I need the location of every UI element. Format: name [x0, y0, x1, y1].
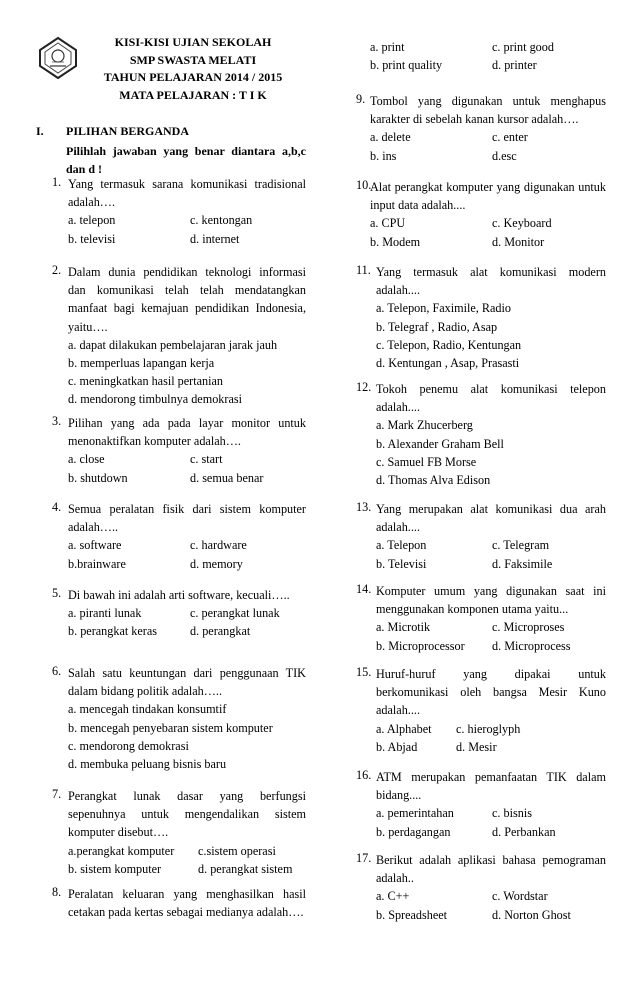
option-choice[interactable]: d. memory: [190, 556, 243, 571]
option-choice[interactable]: d. semua benar: [190, 470, 264, 485]
question-text: Dalam dunia pendidikan teknologi informasi dan komunikasi telah telah mendatangkan manfaat bagi kemajuan pendidikan Indonesia, yaitu….: [68, 265, 306, 334]
section-instruction: Pilihlah jawaban yang benar diantara a,b,c dan d !: [66, 144, 306, 176]
question-number: 6.: [52, 664, 62, 678]
question-number: 16.: [356, 768, 372, 782]
option-choice[interactable]: a. Telepon: [376, 538, 427, 553]
option-choice[interactable]: d.esc: [492, 148, 517, 163]
question-number: 11.: [356, 263, 371, 277]
question-number: 5.: [52, 586, 62, 600]
option-row: [68, 536, 306, 554]
option-choice[interactable]: c. Microproses: [492, 620, 565, 635]
option-choice[interactable]: b.brainware: [68, 556, 126, 571]
question-text: Komputer umum yang digunakan saat ini menggunakan komponen utama yaitu...: [376, 584, 606, 617]
option-choice[interactable]: d. mendorong timbulnya demokrasi: [68, 392, 242, 407]
option-choice[interactable]: c. bisnis: [492, 806, 532, 821]
question-text: Perangkat lunak dasar yang berfungsi sepenuhnya untuk mengendalikan sistem komputer disebut….: [68, 789, 306, 840]
option-choice[interactable]: b. televisi: [68, 231, 116, 246]
option-choice[interactable]: c. Keyboard: [492, 216, 552, 231]
question-text: Tokoh penemu alat komunikasi telepon adalah....: [376, 382, 606, 415]
question-number: 3.: [52, 414, 62, 428]
school-logo-icon: [36, 36, 80, 80]
option-choice[interactable]: d. Thomas Alva Edison: [376, 472, 491, 487]
option-row: [376, 804, 606, 822]
question-text: ATM merupakan pemanfaatan TIK dalam bidang....: [376, 770, 606, 803]
option-choice[interactable]: b. Abjad: [376, 739, 418, 754]
option-choice[interactable]: a. close: [68, 452, 105, 467]
option-row: [376, 906, 606, 924]
option-row: [68, 622, 306, 640]
option-choice[interactable]: c. enter: [492, 130, 528, 145]
question-text: Huruf-huruf yang dipakai untuk berkomunikasi oleh bangsa Mesir Kuno adalah....: [376, 667, 606, 718]
option-row: [370, 147, 606, 165]
question-number: 12.: [356, 380, 372, 394]
option-choice[interactable]: a. mencegah tindakan konsumtif: [68, 702, 227, 717]
option-choice[interactable]: c. start: [190, 452, 223, 467]
question-number: 9.: [356, 92, 366, 106]
header-title-block: [80, 34, 306, 104]
option-choice[interactable]: d. perangkat sistem: [198, 861, 293, 876]
header-line-year: TAHUN PELAJARAN 2014 / 2015: [103, 70, 283, 85]
option-choice[interactable]: a.perangkat komputer: [68, 843, 175, 858]
option-choice[interactable]: d. Perbankan: [492, 824, 556, 839]
option-choice[interactable]: c. Wordstar: [492, 889, 548, 904]
question-number: 2.: [52, 263, 62, 277]
option-choice[interactable]: b. Modem: [370, 234, 421, 249]
question-8-options: [370, 38, 606, 74]
section-heading: [36, 124, 189, 139]
question-number: 14.: [356, 582, 372, 596]
option-choice[interactable]: a. CPU: [370, 216, 406, 231]
option-row: [370, 128, 606, 146]
question-number: 17.: [356, 851, 372, 865]
section-title: PILIHAN BERGANDA: [66, 124, 190, 138]
question-number: 7.: [52, 787, 62, 801]
option-choice[interactable]: c. Telegram: [492, 538, 550, 553]
option-row: [68, 230, 306, 248]
option-choice[interactable]: b. print quality: [370, 58, 443, 73]
option-choice[interactable]: b. Microprocessor: [376, 638, 465, 653]
question-number: 1.: [52, 175, 62, 189]
option-choice[interactable]: a. Alphabet: [376, 721, 432, 736]
option-row: [376, 618, 606, 636]
option-choice[interactable]: b. Televisi: [376, 556, 427, 571]
option-row: [376, 720, 606, 738]
option-choice[interactable]: a. Telepon, Faximile, Radio: [376, 301, 511, 316]
option-choice[interactable]: b. Spreadsheet: [376, 907, 448, 922]
option-choice[interactable]: d. printer: [492, 58, 537, 73]
document-header: [36, 34, 306, 110]
option-choice[interactable]: b. mencegah penyebaran sistem komputer: [68, 720, 273, 735]
option-row: [376, 887, 606, 905]
option-choice[interactable]: c. mendorong demokrasi: [68, 738, 189, 753]
option-choice[interactable]: a. dapat dilakukan pembelajaran jarak jauh: [68, 337, 278, 352]
option-row: [376, 738, 606, 756]
option-choice[interactable]: d. membuka peluang bisnis baru: [68, 756, 227, 771]
question-text: Di bawah ini adalah arti software, kecuali…..: [68, 588, 290, 602]
option-choice[interactable]: a. print: [370, 40, 405, 54]
question-number: 13.: [356, 500, 372, 514]
option-row: [68, 211, 306, 229]
option-choice[interactable]: a. pemerintahan: [376, 806, 454, 821]
option-choice[interactable]: c. kentongan: [190, 213, 253, 228]
option-choice[interactable]: d. Faksimile: [492, 556, 553, 571]
question-text: Salah satu keuntungan dari penggunaan TIK dalam bidang politik adalah…..: [68, 666, 306, 699]
option-row: [68, 450, 306, 468]
question-number: 4.: [52, 500, 62, 514]
question-text: Peralatan keluaran yang menghasilkan hasil cetakan pada kertas sebagai medianya adalah….: [68, 887, 306, 920]
header-line-title: KISI-KISI UJIAN SEKOLAH: [114, 35, 272, 49]
question-text: Tombol yang digunakan untuk menghapus karakter di sebelah kanan kursor adalah….: [370, 94, 606, 127]
option-row: [370, 233, 606, 251]
option-choice[interactable]: b. perangkat keras: [68, 624, 157, 639]
header-line-subject: MATA PELAJARAN : T I K: [119, 87, 267, 102]
option-choice[interactable]: c. meningkatkan hasil pertanian: [68, 374, 223, 389]
option-choice[interactable]: b. shutdown: [68, 470, 128, 485]
option-choice[interactable]: c. Telepon, Radio, Kentungan: [376, 337, 522, 352]
option-choice[interactable]: b. perdagangan: [376, 824, 451, 839]
option-choice[interactable]: c. print good: [492, 40, 554, 54]
header-line-school: SMP SWASTA MELATI: [129, 52, 257, 67]
option-choice[interactable]: a. telepon: [68, 213, 116, 228]
option-choice[interactable]: a. C++: [376, 889, 410, 904]
option-choice[interactable]: a. software: [68, 538, 122, 553]
question-number: 15.: [356, 665, 372, 679]
question-text: Pilihan yang ada pada layar monitor untuk menonaktifkan komputer adalah….: [68, 416, 306, 449]
option-row: [376, 637, 606, 655]
option-choice[interactable]: a. piranti lunak: [68, 606, 142, 621]
option-choice[interactable]: d. Kentungan , Asap, Prasasti: [376, 355, 520, 370]
section-number: I.: [36, 124, 44, 138]
option-choice[interactable]: d. perangkat: [190, 624, 251, 639]
option-row: [376, 823, 606, 841]
option-choice[interactable]: a. Microtik: [376, 620, 431, 635]
option-row: [376, 555, 606, 573]
option-row: [370, 38, 606, 56]
option-choice[interactable]: c. Samuel FB Morse: [376, 454, 477, 469]
option-row: [370, 56, 606, 74]
question-number: 8.: [52, 885, 62, 899]
option-choice[interactable]: d. Monitor: [492, 234, 545, 249]
option-choice[interactable]: d. Norton Ghost: [492, 907, 571, 922]
option-row: [370, 214, 606, 232]
option-choice[interactable]: b. memperluas lapangan kerja: [68, 356, 215, 370]
question-number: 10.: [356, 178, 372, 192]
option-row: [68, 604, 306, 622]
option-choice[interactable]: d. internet: [190, 231, 240, 246]
option-choice[interactable]: c. hardware: [190, 538, 247, 553]
option-choice[interactable]: a. Mark Zhucerberg: [376, 418, 473, 433]
option-choice[interactable]: d. Mesir: [456, 739, 497, 754]
option-choice[interactable]: b. Telegraf , Radio, Asap: [376, 319, 498, 334]
option-row: [68, 555, 306, 573]
question-text: Yang termasuk sarana komunikasi tradisional adalah….: [68, 177, 306, 210]
question-text: Yang termasuk alat komunikasi modern adalah....: [376, 265, 606, 298]
option-row: [68, 860, 306, 878]
option-row: [68, 842, 306, 860]
option-row: [376, 536, 606, 554]
option-choice[interactable]: b. sistem komputer: [68, 861, 162, 876]
question-text: Berikut adalah aplikasi bahasa pemograman adalah..: [376, 853, 606, 886]
option-choice[interactable]: c. hieroglyph: [456, 721, 521, 736]
option-row: [68, 469, 306, 487]
option-choice[interactable]: a. delete: [370, 130, 411, 145]
option-choice[interactable]: c. perangkat lunak: [190, 606, 280, 621]
option-choice[interactable]: d. Microprocess: [492, 638, 571, 653]
question-text: Yang merupakan alat komunikasi dua arah adalah....: [376, 502, 606, 535]
option-choice[interactable]: c.sistem operasi: [198, 843, 276, 858]
question-text: Semua peralatan fisik dari sistem komputer adalah…..: [68, 502, 306, 535]
option-choice[interactable]: b. ins: [370, 148, 397, 163]
question-text: Alat perangkat komputer yang digunakan untuk input data adalah....: [370, 180, 606, 213]
option-choice[interactable]: b. Alexander Graham Bell: [376, 436, 504, 451]
